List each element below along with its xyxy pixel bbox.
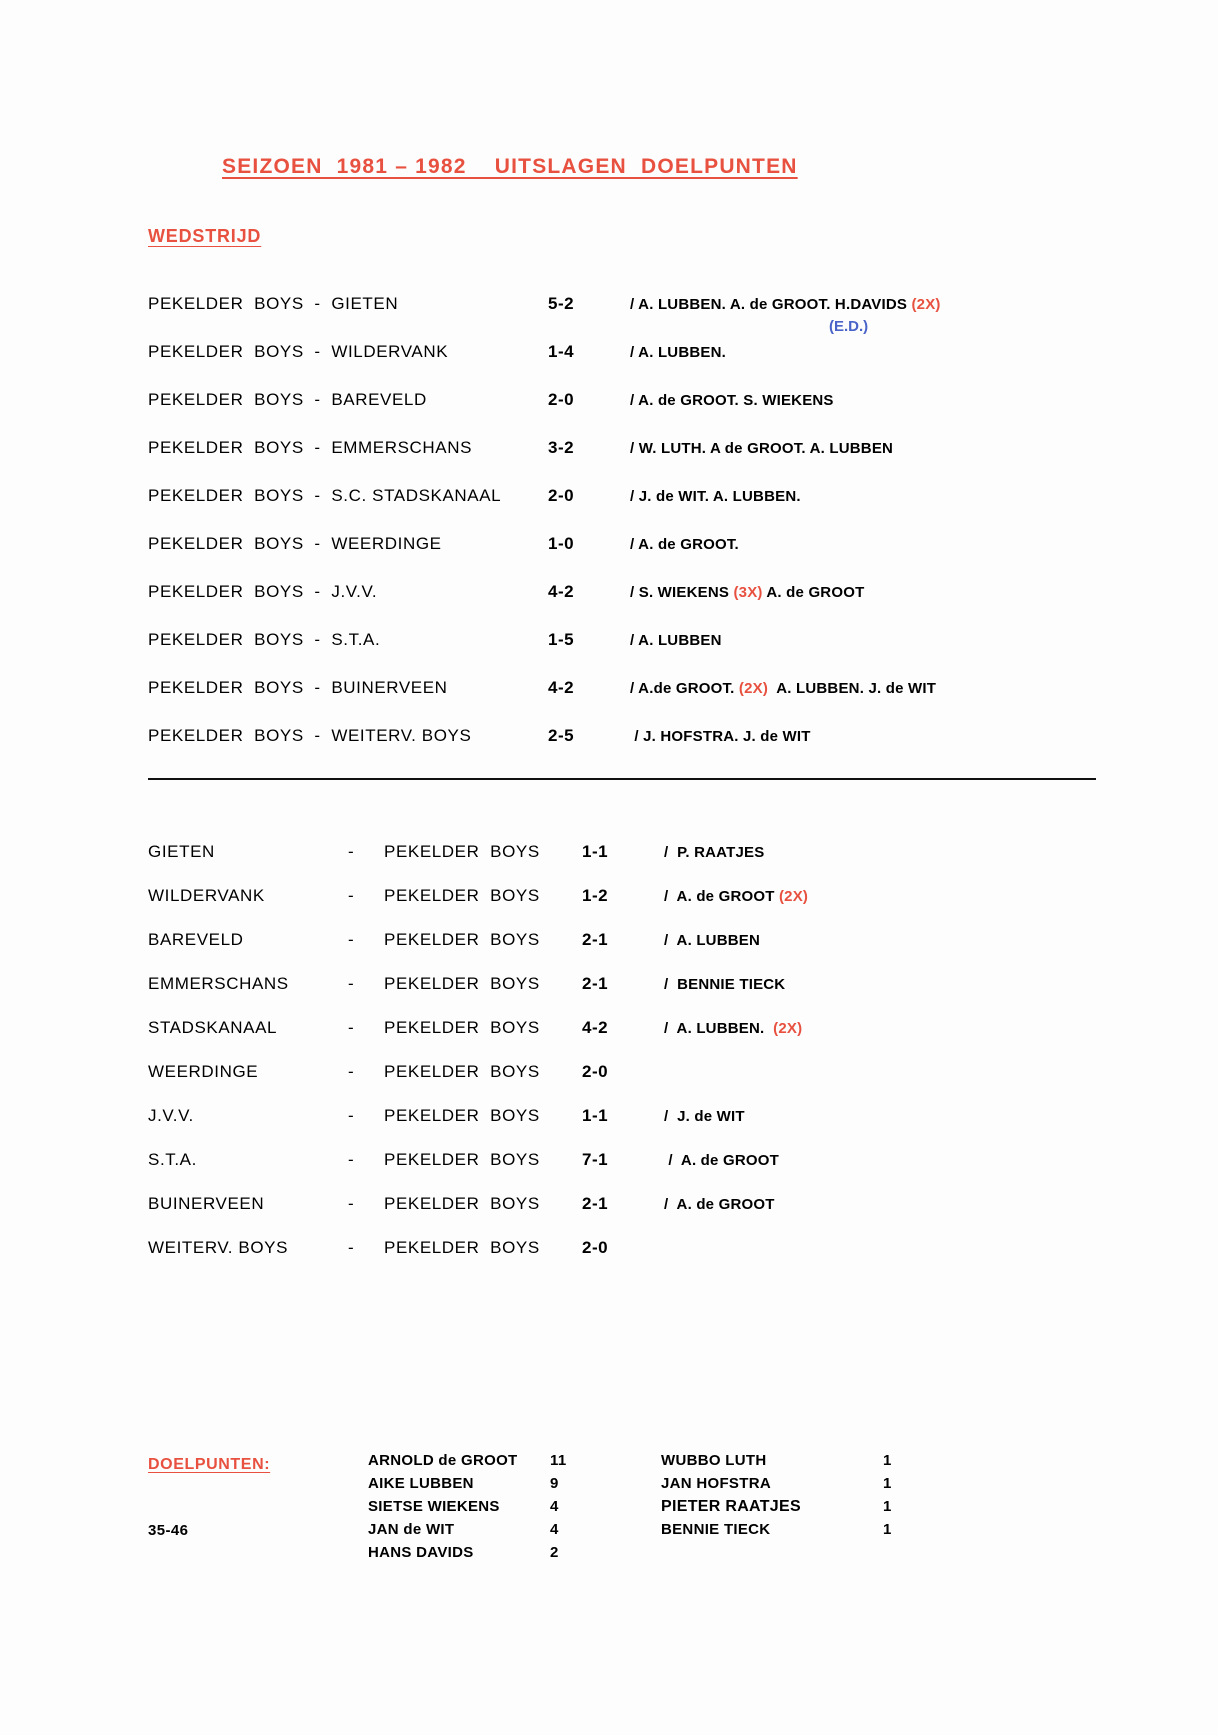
match-scorers bbox=[630, 388, 834, 409]
match-teams: PEKELDER BOYS - S.C. STADSKANAAL bbox=[148, 486, 502, 505]
away-matches-list bbox=[148, 840, 808, 1280]
match-home-team: J.V.V. bbox=[148, 1106, 194, 1125]
match-teams: PEKELDER BOYS - EMMERSCHANS bbox=[148, 438, 473, 457]
scorers-text: / A. de GROOT bbox=[664, 888, 779, 905]
scorers-text: / A.de GROOT. bbox=[630, 680, 739, 697]
table-row bbox=[148, 884, 808, 928]
table-row bbox=[148, 1104, 808, 1148]
scorer-count: 1 bbox=[883, 1498, 892, 1515]
match-home-team: WEERDINGE bbox=[148, 1062, 259, 1081]
match-scorers bbox=[630, 628, 722, 649]
scorer-name: JAN HOFSTRA bbox=[661, 1475, 771, 1492]
table-row bbox=[148, 1192, 808, 1236]
match-dash: - bbox=[348, 886, 354, 905]
list-item bbox=[368, 1521, 590, 1544]
scorer-count: 11 bbox=[550, 1452, 567, 1469]
list-item bbox=[661, 1452, 923, 1475]
scorer-multiplier: (2X) bbox=[778, 888, 809, 905]
match-score: 4-2 bbox=[548, 678, 575, 697]
scorers-text: / S. WIEKENS bbox=[630, 584, 734, 601]
match-home-team: GIETEN bbox=[148, 842, 215, 861]
scorers-text: / A. LUBBEN bbox=[630, 632, 722, 649]
scorers-text: / A. LUBBEN. bbox=[630, 344, 727, 361]
match-score: 2-0 bbox=[582, 1062, 609, 1081]
scorers-text: / BENNIE TIECK bbox=[664, 976, 786, 993]
match-scorers bbox=[664, 1016, 802, 1037]
scorers-text: / J. de WIT. A. LUBBEN. bbox=[630, 488, 801, 505]
list-item bbox=[368, 1498, 590, 1521]
match-home-team: EMMERSCHANS bbox=[148, 974, 289, 993]
match-dash: - bbox=[348, 1062, 354, 1081]
match-teams: PEKELDER BOYS - BUINERVEEN bbox=[148, 678, 448, 697]
match-scorers bbox=[630, 532, 739, 553]
section-divider bbox=[148, 778, 1096, 780]
match-away-team: PEKELDER BOYS bbox=[384, 1106, 540, 1125]
scorers-text-post: A. LUBBEN. J. de WIT bbox=[768, 680, 937, 697]
scorers-text-post: A. de GROOT bbox=[762, 584, 865, 601]
scorers-text: / W. LUTH. A de GROOT. A. LUBBEN bbox=[630, 440, 894, 457]
match-dash: - bbox=[348, 1018, 354, 1037]
match-scorers bbox=[630, 340, 726, 361]
match-home-team: WEITERV. BOYS bbox=[148, 1238, 289, 1257]
match-dash: - bbox=[348, 974, 354, 993]
match-dash: - bbox=[348, 1106, 354, 1125]
page-title: SEIZOEN 1981 – 1982 UITSLAGEN DOELPUNTEN bbox=[222, 155, 798, 178]
match-score: 3-2 bbox=[548, 438, 575, 457]
scorers-text: / A. de GROOT bbox=[664, 1196, 775, 1213]
match-scorers bbox=[664, 1148, 779, 1169]
scorers-text: / A. de GROOT. bbox=[630, 536, 739, 553]
table-row bbox=[148, 1236, 808, 1280]
scorer-count: 1 bbox=[883, 1475, 892, 1492]
match-score: 5-2 bbox=[548, 294, 575, 313]
scorer-name: WUBBO LUTH bbox=[661, 1452, 767, 1469]
table-row bbox=[148, 340, 941, 388]
table-row bbox=[148, 840, 808, 884]
match-score: 1-4 bbox=[548, 342, 575, 361]
scorers-column-left bbox=[368, 1452, 590, 1567]
scorers-heading: DOELPUNTEN: bbox=[148, 1456, 271, 1473]
match-score: 2-1 bbox=[582, 974, 609, 993]
scorer-multiplier: (2X) bbox=[738, 680, 769, 697]
scorer-name: BENNIE TIECK bbox=[661, 1521, 771, 1538]
scorers-text: / J. HOFSTRA. J. de WIT bbox=[630, 728, 811, 745]
match-scorers bbox=[630, 676, 936, 697]
match-scorers bbox=[630, 580, 864, 601]
home-matches-list bbox=[148, 292, 941, 772]
match-score: 2-0 bbox=[548, 390, 575, 409]
match-scorers bbox=[664, 884, 808, 905]
match-away-team: PEKELDER BOYS bbox=[384, 930, 540, 949]
match-teams: PEKELDER BOYS - J.V.V. bbox=[148, 582, 378, 601]
table-row bbox=[148, 972, 808, 1016]
scorer-count: 2 bbox=[550, 1544, 559, 1561]
list-item bbox=[661, 1521, 923, 1544]
match-teams: PEKELDER BOYS - WILDERVANK bbox=[148, 342, 449, 361]
match-dash: - bbox=[348, 930, 354, 949]
scorers-range: 35-46 bbox=[148, 1522, 189, 1539]
match-score: 2-1 bbox=[582, 1194, 609, 1213]
scorer-count: 1 bbox=[883, 1521, 892, 1538]
table-row bbox=[148, 1148, 808, 1192]
table-row bbox=[148, 532, 941, 580]
scorers-text: / A. de GROOT. S. WIEKENS bbox=[630, 392, 834, 409]
match-home-team: WILDERVANK bbox=[148, 886, 265, 905]
match-score: 7-1 bbox=[582, 1150, 609, 1169]
match-score: 1-0 bbox=[548, 534, 575, 553]
match-dash: - bbox=[348, 842, 354, 861]
match-scorers bbox=[630, 724, 811, 745]
scorers-text: / A. de GROOT bbox=[664, 1152, 779, 1169]
table-row bbox=[148, 628, 941, 676]
scorer-multiplier: (2X) bbox=[911, 296, 941, 313]
scorer-name: HANS DAVIDS bbox=[368, 1544, 474, 1561]
scorer-name: SIETSE WIEKENS bbox=[368, 1498, 500, 1515]
match-dash: - bbox=[348, 1150, 354, 1169]
scorers-column-right bbox=[661, 1452, 923, 1544]
table-row bbox=[148, 292, 941, 340]
section-label-wedstrijd: WEDSTRIJD bbox=[148, 226, 262, 246]
scorer-count: 4 bbox=[550, 1521, 559, 1538]
match-teams: PEKELDER BOYS - S.T.A. bbox=[148, 630, 381, 649]
scorers-text: / A. LUBBEN. A. de GROOT. H.DAVIDS bbox=[630, 296, 912, 313]
scorer-count: 1 bbox=[883, 1452, 892, 1469]
table-row bbox=[148, 436, 941, 484]
match-score: 4-2 bbox=[548, 582, 575, 601]
list-item bbox=[368, 1475, 590, 1498]
list-item bbox=[368, 1452, 590, 1475]
match-dash: - bbox=[348, 1238, 354, 1257]
match-dash: - bbox=[348, 1194, 354, 1213]
table-row bbox=[148, 484, 941, 532]
list-item bbox=[661, 1475, 923, 1498]
match-score: 2-1 bbox=[582, 930, 609, 949]
table-row bbox=[148, 928, 808, 972]
match-teams: PEKELDER BOYS - GIETEN bbox=[148, 294, 399, 313]
scorer-count: 9 bbox=[550, 1475, 559, 1492]
scorers-text: / A. LUBBEN. bbox=[664, 1020, 774, 1037]
scorer-name: JAN de WIT bbox=[368, 1521, 455, 1538]
match-score: 1-1 bbox=[582, 842, 609, 861]
match-home-team: S.T.A. bbox=[148, 1150, 197, 1169]
match-scorers bbox=[630, 436, 893, 457]
match-score: 2-0 bbox=[548, 486, 575, 505]
table-row bbox=[148, 1016, 808, 1060]
match-scorers bbox=[664, 972, 785, 993]
match-scorers bbox=[664, 1192, 775, 1213]
match-scorers bbox=[664, 840, 764, 861]
scorers-text: / J. de WIT bbox=[664, 1108, 745, 1125]
match-away-team: PEKELDER BOYS bbox=[384, 1238, 540, 1257]
scorer-multiplier: (3X) bbox=[733, 584, 763, 601]
list-item bbox=[368, 1544, 590, 1567]
match-home-team: STADSKANAAL bbox=[148, 1018, 278, 1037]
match-away-team: PEKELDER BOYS bbox=[384, 1194, 540, 1213]
match-score: 2-0 bbox=[582, 1238, 609, 1257]
match-away-team: PEKELDER BOYS bbox=[384, 974, 540, 993]
match-score: 1-2 bbox=[582, 886, 609, 905]
own-goal-note: (E.D.) bbox=[829, 318, 869, 335]
match-teams: PEKELDER BOYS - WEITERV. BOYS bbox=[148, 726, 472, 745]
match-scorers bbox=[664, 1104, 745, 1125]
scorers-text: / A. LUBBEN bbox=[664, 932, 761, 949]
match-score: 1-1 bbox=[582, 1106, 609, 1125]
table-row bbox=[148, 388, 941, 436]
match-score: 2-5 bbox=[548, 726, 575, 745]
scorer-count: 4 bbox=[550, 1498, 559, 1515]
scorer-name: ARNOLD de GROOT bbox=[368, 1452, 518, 1469]
match-score: 4-2 bbox=[582, 1018, 609, 1037]
match-away-team: PEKELDER BOYS bbox=[384, 886, 540, 905]
match-away-team: PEKELDER BOYS bbox=[384, 1062, 540, 1081]
table-row bbox=[148, 1060, 808, 1104]
scorer-name: AIKE LUBBEN bbox=[368, 1475, 474, 1492]
match-away-team: PEKELDER BOYS bbox=[384, 1150, 540, 1169]
match-teams: PEKELDER BOYS - BAREVELD bbox=[148, 390, 427, 409]
match-scorers bbox=[664, 928, 760, 949]
scorers-text: / P. RAATJES bbox=[664, 844, 765, 861]
match-home-team: BAREVELD bbox=[148, 930, 244, 949]
match-teams: PEKELDER BOYS - WEERDINGE bbox=[148, 534, 442, 553]
match-away-team: PEKELDER BOYS bbox=[384, 842, 540, 861]
match-away-team: PEKELDER BOYS bbox=[384, 1018, 540, 1037]
match-scorers bbox=[630, 292, 941, 313]
table-row bbox=[148, 724, 941, 772]
scorer-multiplier: (2X) bbox=[773, 1020, 803, 1037]
match-scorers bbox=[630, 484, 801, 505]
scorer-name: PIETER RAATJES bbox=[661, 1498, 801, 1515]
match-home-team: BUINERVEEN bbox=[148, 1194, 265, 1213]
table-row bbox=[148, 580, 941, 628]
match-score: 1-5 bbox=[548, 630, 575, 649]
list-item bbox=[661, 1498, 923, 1521]
table-row bbox=[148, 676, 941, 724]
